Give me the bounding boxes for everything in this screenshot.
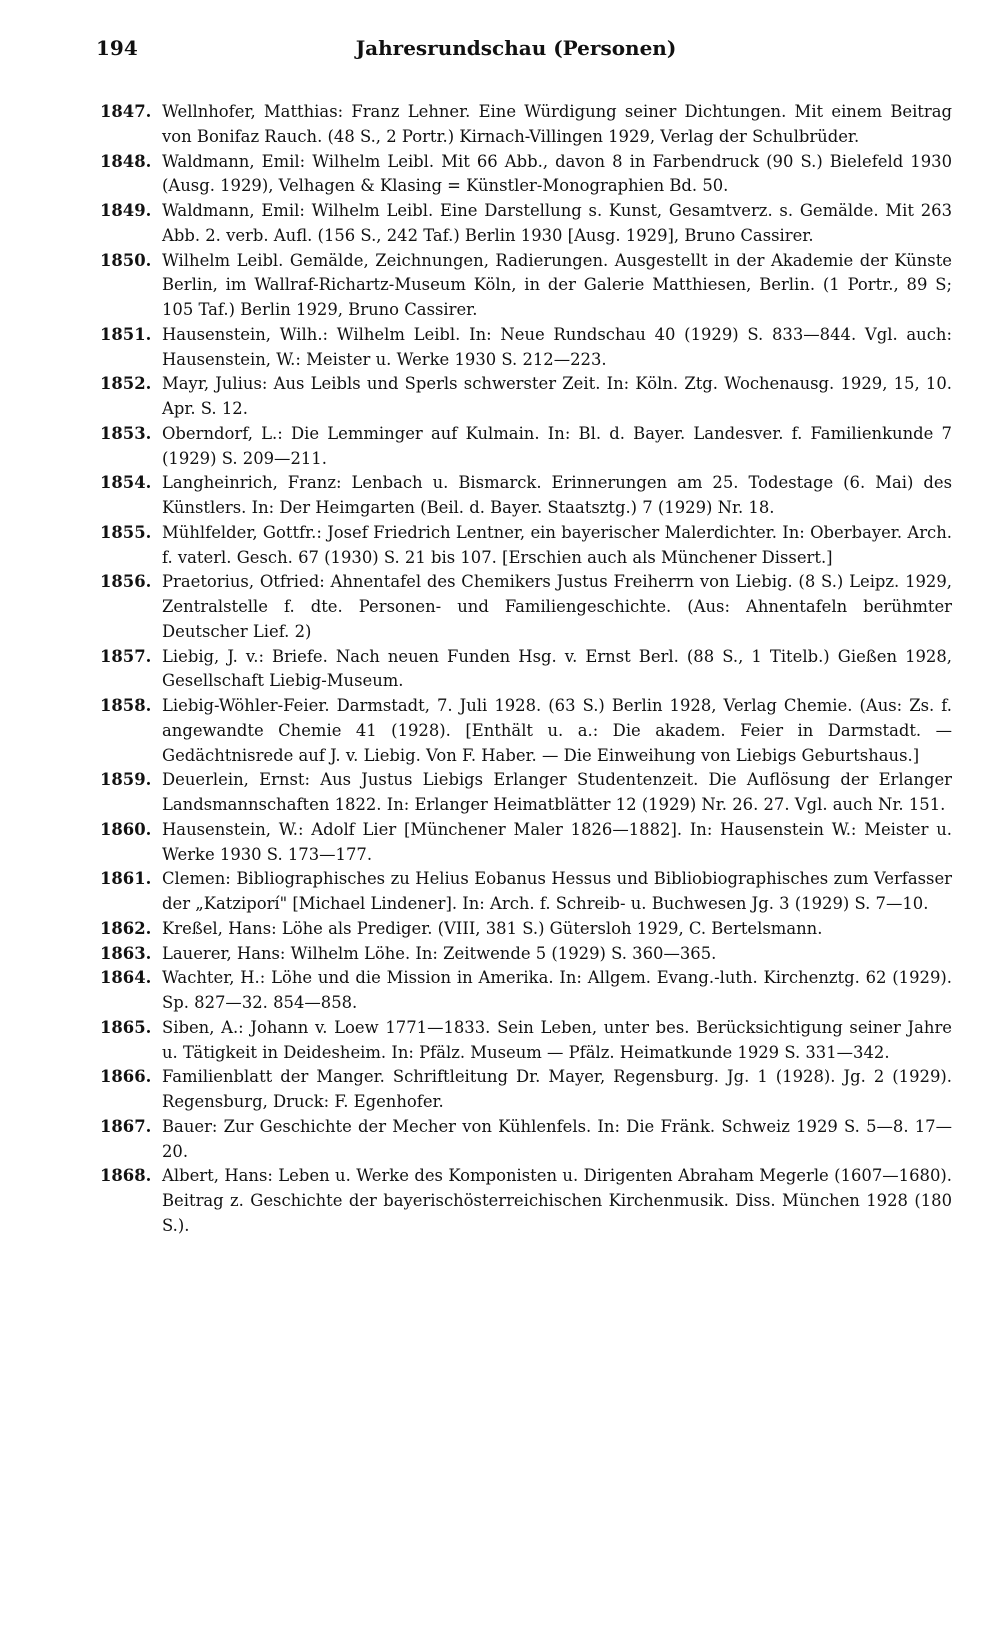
entry-number: 1858. [100,696,152,715]
bibliography-entry [100,818,952,868]
bibliography-entry [100,645,952,695]
entry-text: Wilhelm Leibl. Gemälde, Zeichnungen, Radierungen. Ausgestellt in der Akademie der Künste Berlin, im Wallraf-Richartz-Museum Köln, in der Galerie Matthiesen, Berlin. (1 Portr., 89 S; 105 Taf.) Berlin 1929, Bruno Cassirer. [162,250,952,319]
bibliography-entry [100,1115,952,1165]
bibliography-entry [100,942,952,967]
entry-text: Oberndorf, L.: Die Lemminger auf Kulmain. In: Bl. d. Bayer. Landesver. f. Familienkunde 7 (1929) S. 209—211. [162,423,952,468]
page-header [96,36,936,66]
page-number: 194 [96,36,138,60]
bibliography-entry [100,570,952,644]
entry-number: 1859. [100,770,152,790]
entry-text: Familienblatt der Manger. Schriftleitung Dr. Mayer, Regensburg. Jg. 1 (1928). Jg. 2 (1929). Regensburg, Druck: F. Egenhofer. [162,1067,952,1111]
bibliography-entry [100,917,952,942]
entry-number: 1862. [100,918,152,938]
bibliography-entry [100,150,952,200]
entry-number: 1848. [100,151,152,171]
entry-number: 1861. [100,869,152,889]
bibliography-entry [100,199,952,249]
entry-number: 1860. [100,819,152,839]
bibliography-entry [100,768,952,818]
entry-text: Siben, A.: Johann v. Loew 1771—1833. Sein Leben, unter bes. Berücksichtigung seiner Jahre u. Tätigkeit in Deidesheim. In: Pfälz. Museum — Pfälz. Heimatkunde 1929 S. 331—342. [162,1017,952,1062]
bibliography-entry [100,422,952,472]
entry-number: 1853. [100,423,152,443]
bibliography-entry [100,249,952,323]
entry-text: Liebig-Wöhler-Feier. Darmstadt, 7. Juli 1928. (63 S.) Berlin 1928, Verlag Chemie. (Aus: Zs. f. angewandte Chemie 41 (1928). [Enthält u. a.: Die akadem. Feier in Darmstadt. — Gedächtnisrede auf J. v. Liebig. Von F. Haber. — Die Einweihung von Liebigs Geburtshaus.] [162,696,952,765]
entry-text: Mühlfelder, Gottfr.: Josef Friedrich Lentner, ein bayerischer Malerdichter. In: Oberbayer. Arch. f. vaterl. Gesch. 67 (1930) S. 21 bis 107. [Erschien auch als Münchener Dissert.] [162,522,952,567]
entry-text: Hausenstein, W.: Adolf Lier [Münchener Maler 1826—1882]. In: Hausenstein W.: Meister u. Werke 1930 S. 173—177. [162,819,952,864]
running-title: Jahresrundschau (Personen) [355,36,677,60]
entry-number: 1866. [100,1067,152,1087]
entry-number: 1856. [100,572,152,592]
bibliography-entry [100,521,952,571]
bibliography-entry [100,471,952,521]
entry-number: 1855. [100,522,152,542]
bibliography-entries [100,100,952,1239]
entry-text: Kreßel, Hans: Löhe als Prediger. (VIII, 381 S.) Gütersloh 1929, C. Bertelsmann. [162,918,823,938]
bibliography-entry [100,100,952,150]
bibliography-entry [100,966,952,1016]
bibliography-entry [100,694,952,768]
entry-number: 1864. [100,968,152,988]
bibliography-entry [100,1016,952,1066]
entry-text: Waldmann, Emil: Wilhelm Leibl. Mit 66 Abb., davon 8 in Farbendruck (90 S.) Bielefeld 1930 (Ausg. 1929), Velhagen & Klasing = Künstler-Monographien Bd. 50. [162,151,952,196]
entry-number: 1867. [100,1116,152,1136]
entry-number: 1849. [100,201,152,220]
bibliography-entry [100,1164,952,1238]
bibliography-entry [100,1065,952,1115]
entry-text: Waldmann, Emil: Wilhelm Leibl. Eine Darstellung s. Kunst, Gesamtverz. s. Gemälde. Mit 263 Abb. 2. verb. Aufl. (156 S., 242 Taf.) Berlin 1930 [Ausg. 1929], Bruno Cassirer. [162,201,952,245]
entry-number: 1868. [100,1166,152,1186]
entry-text: Bauer: Zur Geschichte der Mecher von Kühlenfels. In: Die Fränk. Schweiz 1929 S. 5—8. 17—20. [162,1116,952,1161]
entry-number: 1854. [100,473,152,493]
entry-text: Wachter, H.: Löhe und die Mission in Amerika. In: Allgem. Evang.-luth. Kirchenztg. 62 (1929). Sp. 827—32. 854—858. [162,968,952,1012]
entry-text: Lauerer, Hans: Wilhelm Löhe. In: Zeitwende 5 (1929) S. 360—365. [162,943,717,963]
entry-number: 1851. [100,324,152,344]
entry-text: Hausenstein, Wilh.: Wilhelm Leibl. In: Neue Rundschau 40 (1929) S. 833—844. Vgl. auch: Hausenstein, W.: Meister u. Werke 1930 S. 212—223. [162,324,952,369]
entry-number: 1850. [100,250,152,270]
entry-text: Mayr, Julius: Aus Leibls und Sperls schwerster Zeit. In: Köln. Ztg. Wochenausg. 1929, 15, 10. Apr. S. 12. [162,374,952,418]
entry-number: 1852. [100,374,152,394]
entry-text: Wellnhofer, Matthias: Franz Lehner. Eine Würdigung seiner Dichtungen. Mit einem Beitrag von Bonifaz Rauch. (48 S., 2 Portr.) Kirnach-Villingen 1929, Verlag der Schulbrüder. [162,102,952,146]
bibliography-entry [100,867,952,917]
entry-text: Clemen: Bibliographisches zu Helius Eobanus Hessus und Bibliobiographisches zum Verfasser der „Katziporí" [Michael Lindener]. In: Arch. f. Schreib- u. Buchwesen Jg. 3 (1929) S. 7—10. [162,869,952,913]
entry-number: 1863. [100,943,152,963]
entry-number: 1865. [100,1017,152,1037]
entry-text: Praetorius, Otfried: Ahnentafel des Chemikers Justus Freiherrn von Liebig. (8 S.) Leipz. 1929, Zentralstelle f. dte. Personen- und Familiengeschichte. (Aus: Ahnentafeln berühmter Deutscher Lief. 2) [162,572,952,641]
entry-text: Liebig, J. v.: Briefe. Nach neuen Funden Hsg. v. Ernst Berl. (88 S., 1 Titelb.) Gießen 1928, Gesellschaft Liebig-Museum. [162,646,952,691]
entry-text: Deuerlein, Ernst: Aus Justus Liebigs Erlanger Studentenzeit. Die Auflösung der Erlanger Landsmannschaften 1822. In: Erlanger Heimatblätter 12 (1929) Nr. 26. 27. Vgl. auch Nr. 151. [162,770,952,814]
entry-text: Albert, Hans: Leben u. Werke des Komponisten u. Dirigenten Abraham Megerle (1607—1680). Beitrag z. Geschichte der bayerischösterreichischen Kirchenmusik. Diss. München 1928 (180 S.). [162,1166,952,1235]
entry-text: Langheinrich, Franz: Lenbach u. Bismarck. Erinnerungen am 25. Todestage (6. Mai) des Künstlers. In: Der Heimgarten (Beil. d. Bayer. Staatsztg.) 7 (1929) Nr. 18. [162,473,952,517]
bibliography-entry [100,372,952,422]
bibliography-entry [100,323,952,373]
entry-number: 1857. [100,646,152,666]
entry-number: 1847. [100,102,152,121]
